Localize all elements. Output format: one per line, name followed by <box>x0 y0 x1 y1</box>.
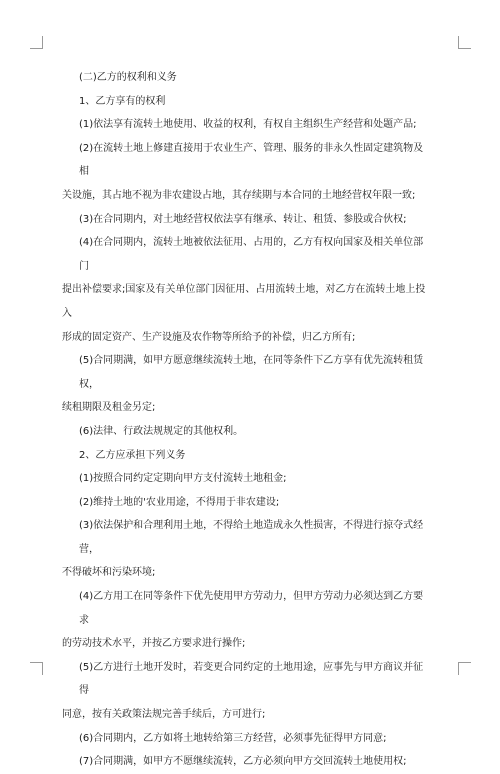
subsection-heading-rights: 1、乙方享有的权利 <box>79 95 166 107</box>
text-line: (6)法律、行政法规规定的其他权利。 <box>79 425 244 437</box>
crop-mark-top-left <box>30 36 43 49</box>
text-line: 续租期限及租金另定; <box>62 402 156 414</box>
text-line: (3)依法保护和合理利用土地，不得给土地造成永久性损害，不得进行掠夺式经营， <box>79 520 424 555</box>
text-line: 关设施，其占地不视为非农建设占地，其存续期与本合同的土地经营权年限一致; <box>62 189 416 201</box>
text-line: (1)按照合同约定定期向甲方支付流转土地租金; <box>79 473 287 485</box>
text-line: (4)乙方用工在同等条件下优先使用甲方劳动力，但甲方劳动力必须达到乙方要求 <box>79 591 424 626</box>
text-line: 形成的固定资产、生产设施及农作物等所给予的补偿，归乙方所有; <box>62 331 356 343</box>
text-line: (5)乙方进行土地开发时，若变更合同约定的土地用途，应事先与甲方商议并征得 <box>79 661 424 697</box>
text-line: (1)依法享有流转土地使用、收益的权利，有权自主组织生产经营和处题产品; <box>79 119 417 131</box>
text-line: (2)维持土地的'农业用途，不得用于非农建设; <box>79 496 280 508</box>
section-heading: (二)乙方的权利和义务 <box>79 72 177 83</box>
text-line: (2)在流转土地上修建直接用于农业生产、管理、服务的非永久性固定建筑物及相 <box>79 142 424 178</box>
text-line: (3)在合同期内，对土地经营权依法享有继承、转让、租赁、参股或合伙权; <box>79 213 407 225</box>
crop-mark-bottom-left <box>30 662 43 675</box>
subsection-heading-obligations: 2、乙方应承担下列义务 <box>79 449 186 461</box>
text-line: 的劳动技术水平，并按乙方要求进行操作; <box>62 638 246 650</box>
text-line: (4)在合同期内，流转土地被依法征用、占用的，乙方有权向国家及相关单位部门 <box>79 237 424 272</box>
text-line: (7)合同期满，如甲方不愿继续流转，乙方必须向甲方交回流转土地使用权; <box>79 756 407 768</box>
text-line: (6)合同期内，乙方如将土地转给第三方经营，必须事先征得甲方同意; <box>79 732 387 744</box>
text-line: 同意，按有关政策法规完善手续后，方可进行; <box>62 709 266 721</box>
crop-mark-bottom-right <box>458 662 471 675</box>
text-line: (5)合同期满，如甲方愿意继续流转土地，在同等条件下乙方享有优先流转租赁权， <box>79 355 424 390</box>
crop-mark-top-right <box>458 36 471 49</box>
text-line: 不得破坏和污染环境; <box>62 567 156 579</box>
text-line: 提出补偿要求;国家及有关单位部门因征用、占用流转土地，对乙方在流转土地上投入 <box>62 284 426 319</box>
document-body <box>62 66 427 774</box>
